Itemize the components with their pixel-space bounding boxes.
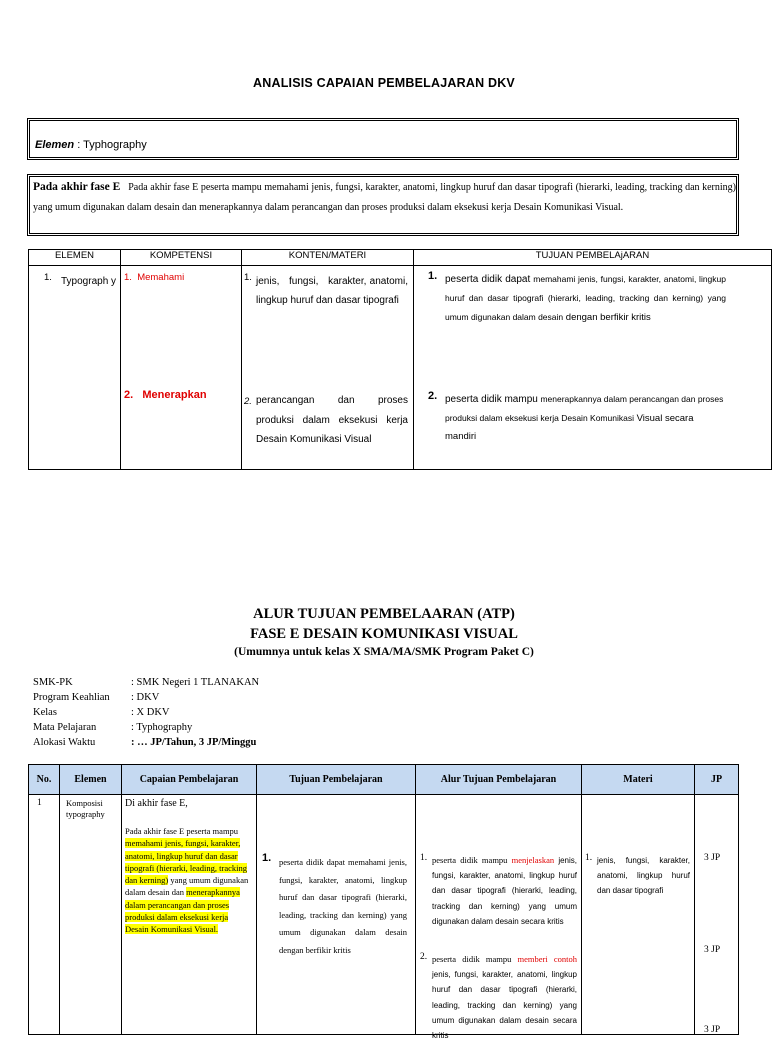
tujuan-1-tail: dengan berfikir kritis — [565, 312, 651, 323]
tp-text: peserta didik dapat memahami jenis, fungsi, karakter, anatomi, lingkup huruf dan dasar tipografi (hierarki, leading, tracking dan kerning) yang umum digunakan dalam desain dengan berfikir kritis — [279, 857, 407, 955]
tujuan-2-text — [445, 390, 726, 446]
cell-jp — [695, 795, 739, 1035]
cell-tujuan-atp — [257, 795, 416, 1035]
elemen-label: Elemen — [35, 139, 75, 151]
tujuan-2-lead: peserta didik mampu — [445, 394, 538, 405]
elemen-line — [35, 139, 147, 151]
header-kompetensi: KOMPETENSI — [121, 250, 242, 266]
header-elemen: ELEMEN — [29, 250, 121, 266]
elemen-value: : Typhography — [77, 139, 147, 151]
atp-phase-title: FASE E DESAIN KOMUNIKASI VISUAL — [250, 626, 518, 642]
atp-2-keyword: memberi contoh — [517, 954, 577, 964]
atp-subtitle: (Umumnya untuk kelas X SMA/MA/SMK Program Paket C) — [234, 646, 534, 658]
tp-number: 1. — [262, 852, 272, 864]
jp-value-2: 3 JP — [704, 945, 721, 955]
document-title: ANALISIS CAPAIAN PEMBELAJARAN DKV — [253, 76, 515, 90]
info-value-smk: : SMK Negeri 1 TLANAKAN — [131, 677, 260, 688]
cell-konten — [242, 266, 414, 470]
atp-1-text — [432, 853, 577, 929]
atp-1-keyword: menjelaskan — [511, 855, 555, 865]
header-materi: Materi — [582, 765, 695, 795]
cell-elemen-atp — [60, 795, 122, 1035]
konten-1-text: jenis, fungsi, karakter, anatomi, lingkup huruf dan dasar tipografi — [256, 276, 411, 306]
atp-2-number: 2. — [420, 952, 428, 962]
atp-2-body: jenis, fungsi, karakter, anatomi, lingkup huruf dan dasar tipografi (hierarki, leading, tracking dan kerning) yang umum digunakan dalam desain secara kritis — [432, 970, 577, 1041]
cell-materi — [582, 795, 695, 1035]
header-no: No. — [29, 765, 60, 795]
info-label-mapel: Mata Pelajaran — [33, 722, 97, 733]
atp-table-header — [29, 765, 739, 795]
fase-paragraph — [33, 178, 736, 217]
analysis-row — [29, 266, 772, 470]
jp-value-3: 3 JP — [704, 1025, 721, 1035]
jp-value-1: 3 JP — [704, 853, 721, 863]
cp-intro: Di akhir fase E, — [125, 798, 188, 809]
elemen-number: 1. — [44, 272, 52, 283]
cell-alur — [416, 795, 582, 1041]
atp-1-lead: peserta didik mampu — [432, 855, 508, 865]
konten-2-text: perancangan dan proses produksi dalam eksekusi kerja Desain Komunikasi Visual — [256, 395, 411, 445]
header-jp: JP — [695, 765, 739, 795]
atp-1-body: jenis, fungsi, karakter, anatomi, lingkup huruf dan dasar tipografi (hierarki, leading, tracking dan kerning) yang umum digunakan dalam desain secara kritis — [432, 856, 578, 926]
tujuan-2-number: 2. — [428, 390, 438, 402]
kompetensi-memahami: 1. Memahami — [124, 272, 185, 283]
cell-kompetensi — [121, 266, 242, 470]
header-capaian: Capaian Pembelajaran — [122, 765, 257, 795]
header-konten: KONTEN/MATERI — [242, 250, 414, 266]
header-elemen-atp: Elemen — [60, 765, 122, 795]
info-value-mapel: : Typhography — [131, 722, 193, 733]
atp-elemen-name: Komposisi typography — [66, 798, 105, 819]
row-number: 1 — [37, 798, 42, 808]
cp-mid: yang umum digunakan dalam desain dan — [125, 875, 249, 898]
tujuan-2-body: menerapkannya dalam perancangan dan proses produksi dalam eksekusi kerja Desain Komunikasi — [445, 394, 724, 423]
elemen-name: Typograph y — [61, 276, 117, 287]
tujuan-1-lead: peserta didik dapat — [445, 274, 531, 285]
info-label-program: Program Keahlian — [33, 692, 110, 703]
konten-1-number: 1. — [244, 272, 252, 283]
tujuan-1-body: memahami jenis, fungsi, karakter, anatomi, lingkup huruf dan dasar tipografi (hierarki, leading, tracking dan kerning) yang umum digunakan dalam desain — [445, 274, 726, 322]
tujuan-1-text — [445, 270, 726, 327]
header-alur: Alur Tujuan Pembelajaran — [416, 765, 582, 795]
cp-highlight-2: menerapkannya dalam perancangan dan proses produksi dalam eksekusi kerja Desain Komunikasi Visual. — [125, 887, 240, 935]
cp-lead: Pada akhir fase E peserta mampu — [125, 826, 239, 836]
atp-1-number: 1. — [420, 853, 428, 863]
info-value-alokasi: : … JP/Tahun, 3 JP/Minggu — [131, 737, 257, 748]
info-label-alokasi: Alokasi Waktu — [33, 737, 96, 748]
info-label-smk: SMK-PK — [33, 677, 73, 688]
materi-text: jenis, fungsi, karakter, anatomi, lingkup huruf dan dasar tipografi — [597, 856, 690, 896]
atp-table — [28, 764, 739, 1041]
atp-row — [29, 795, 739, 1035]
header-tujuan-atp: Tujuan Pembelajaran — [257, 765, 416, 795]
konten-2-number: 2. — [244, 396, 252, 407]
header-tujuan: TUJUAN PEMBELAjARAN — [414, 250, 772, 266]
analysis-table-header — [29, 250, 772, 266]
fase-label: Pada akhir fase E — [33, 181, 121, 193]
fase-description: Pada akhir fase E peserta mampu memahami jenis, fungsi, karakter, anatomi, lingkup huruf dan dasar tipografi (hierarki, leading, tracking dan kerning) yang umum digunakan dalam desain dan menerapkannya dalam perancangan dan proses produksi dalam eksekusi kerja Desain Komunikasi Visual. — [33, 182, 736, 213]
info-value-program: : DKV — [131, 692, 160, 703]
kompetensi-menerapkan: 2. Menerapkan — [124, 389, 207, 401]
info-value-kelas: : X DKV — [131, 707, 170, 718]
atp-2-text — [432, 952, 577, 1043]
cp-text — [125, 825, 253, 936]
cell-no — [29, 795, 60, 1035]
cell-capaian — [122, 795, 257, 1035]
info-label-kelas: Kelas — [33, 707, 57, 718]
tujuan-1-number: 1. — [428, 270, 438, 282]
cell-elemen — [29, 266, 121, 470]
analysis-table — [28, 249, 772, 470]
materi-number: 1. — [585, 853, 593, 863]
atp-title: ALUR TUJUAN PEMBELAARAN (ATP) — [253, 606, 515, 622]
tujuan-2-tail: Visual secara mandiri — [445, 413, 694, 442]
cell-tujuan — [414, 266, 772, 470]
cp-highlight-1: memahami jenis, fungsi, karakter, anatomi, lingkup huruf dan dasar tipografi (hierarki, leading, tracking dan kerning) — [125, 838, 248, 886]
atp-2-lead: peserta didik mampu — [432, 954, 512, 964]
